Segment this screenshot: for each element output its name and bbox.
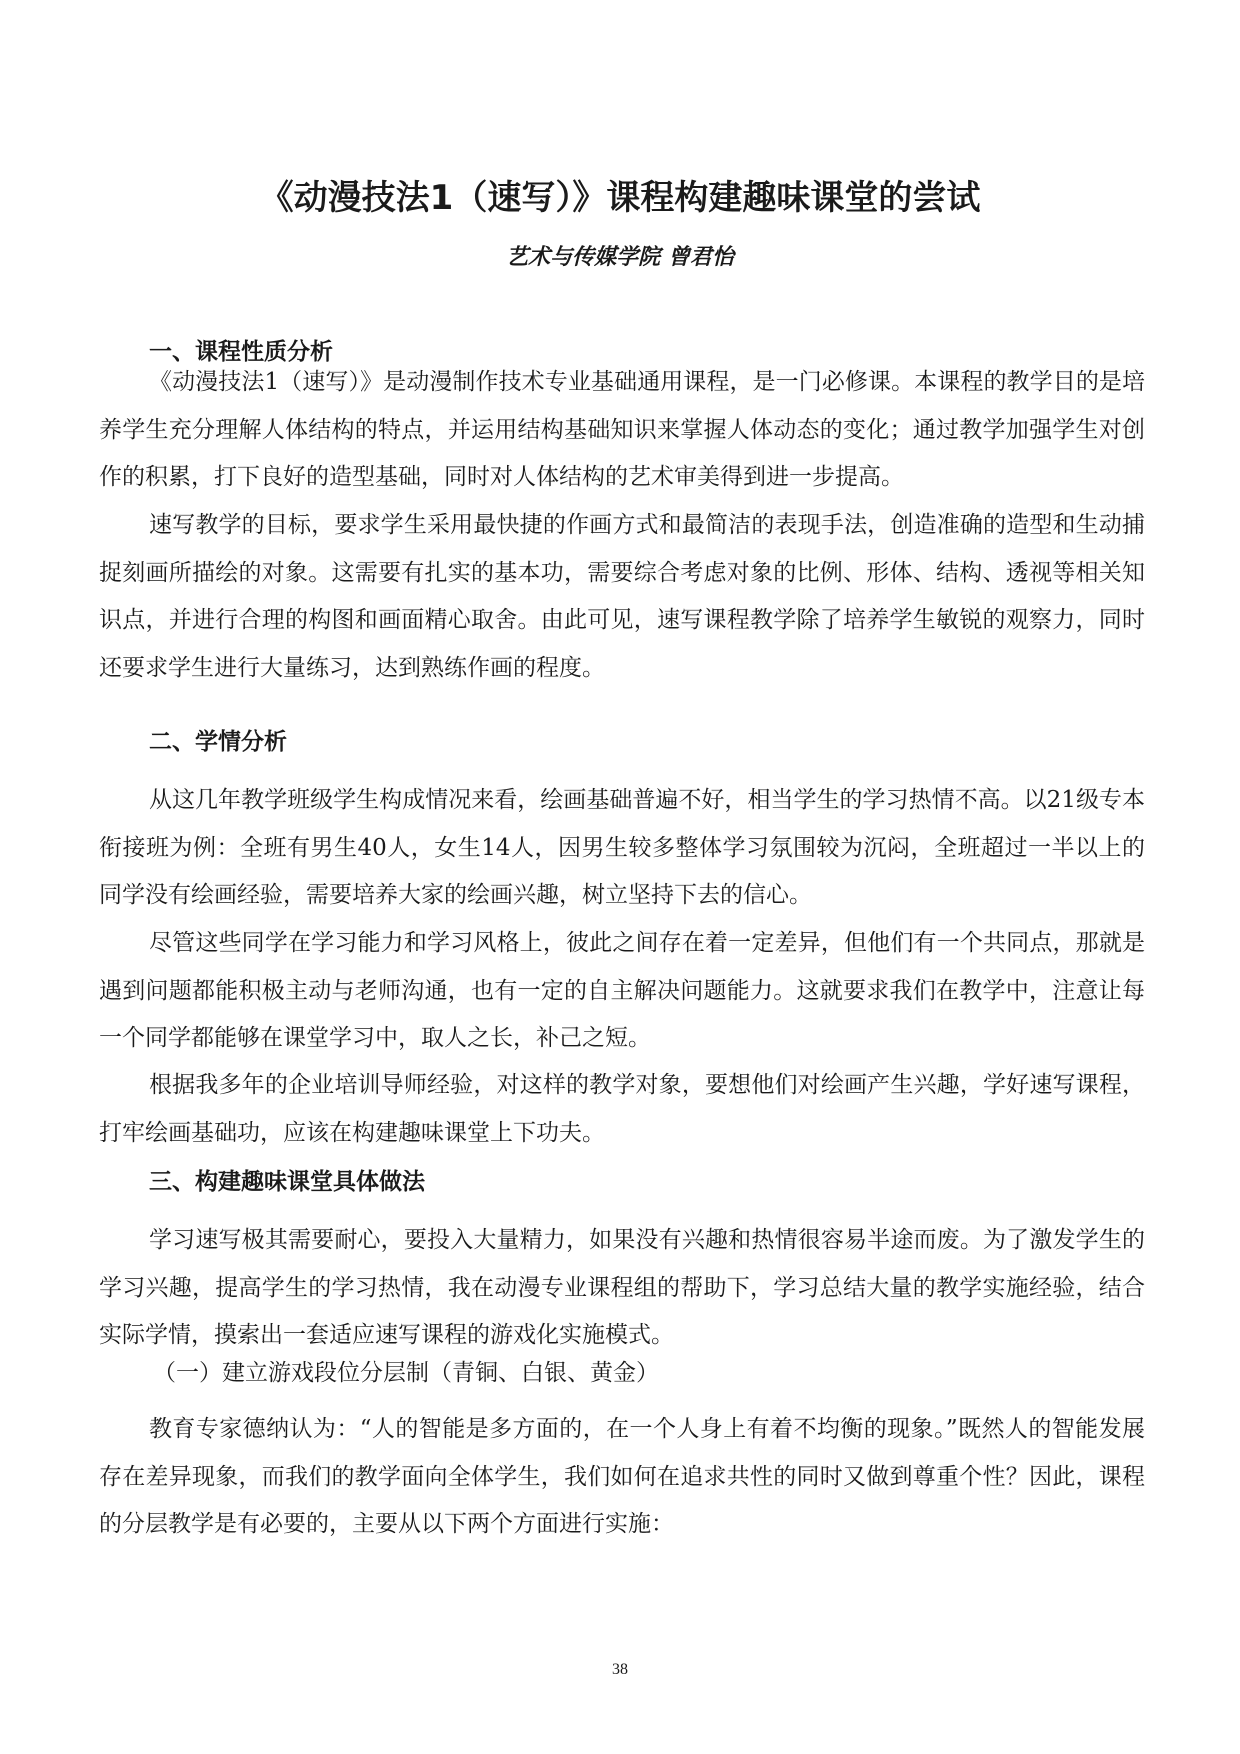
- section-heading-1: 一、课程性质分析: [149, 339, 333, 365]
- paragraph: 从这几年教学班级学生构成情况来看，绘画基础普遍不好，相当学生的学习热情不高。以21级专本衔接班为例：全班有男生40人，女生14人，因男生较多整体学习氛围较为沉闷，全班超过一半以上的同学没有绘画经验，需要培养大家的绘画兴趣，树立坚持下去的信心。: [99, 787, 1145, 908]
- subsection-heading: （一）建立游戏段位分层制（青铜、白银、黄金）: [153, 1360, 659, 1386]
- author-line: 艺术与传媒学院 曾君怡: [506, 244, 734, 270]
- paragraph: 尽管这些同学在学习能力和学习风格上，彼此之间存在着一定差异，但他们有一个共同点，那就是遇到问题都能积极主动与老师沟通，也有一定的自主解决问题能力。这就要求我们在教学中，注意让每一个同学都能够在课堂学习中，取人之长，补己之短。: [99, 930, 1145, 1051]
- paragraph: 教育专家德纳认为：“人的智能是多方面的，在一个人身上有着不均衡的现象。”既然人的智能发展存在差异现象，而我们的教学面向全体学生，我们如何在追求共性的同时又做到尊重个性？因此，课程的分层教学是有必要的，主要从以下两个方面进行实施：: [99, 1416, 1145, 1537]
- section-heading-3: 三、构建趣味课堂具体做法: [149, 1169, 425, 1195]
- paragraph: 《动漫技法1（速写）》是动漫制作技术专业基础通用课程，是一门必修课。本课程的教学目的是培养学生充分理解人体结构的特点，并运用结构基础知识来掌握人体动态的变化；通过教学加强学生对创作的积累，打下良好的造型基础，同时对人体结构的艺术审美得到进一步提高。: [99, 369, 1145, 490]
- paragraph: 速写教学的目标，要求学生采用最快捷的作画方式和最简洁的表现手法，创造准确的造型和生动捕捉刻画所描绘的对象。这需要有扎实的基本功，需要综合考虑对象的比例、形体、结构、透视等相关知识点，并进行合理的构图和画面精心取舍。由此可见，速写课程教学除了培养学生敏锐的观察力，同时还要求学生进行大量练习，达到熟练作画的程度。: [99, 512, 1145, 681]
- document-title: 《动漫技法1（速写）》课程构建趣味课堂的尝试: [259, 178, 981, 218]
- page-number: 38: [612, 1661, 628, 1678]
- section-heading-2: 二、学情分析: [149, 729, 287, 755]
- paragraph: 根据我多年的企业培训导师经验，对这样的教学对象，要想他们对绘画产生兴趣，学好速写课程，打牢绘画基础功，应该在构建趣味课堂上下功夫。: [99, 1072, 1145, 1146]
- paragraph: 学习速写极其需要耐心，要投入大量精力，如果没有兴趣和热情很容易半途而废。为了激发学生的学习兴趣，提高学生的学习热情，我在动漫专业课程组的帮助下，学习总结大量的教学实施经验，结合实际学情，摸索出一套适应速写课程的游戏化实施模式。: [99, 1227, 1145, 1348]
